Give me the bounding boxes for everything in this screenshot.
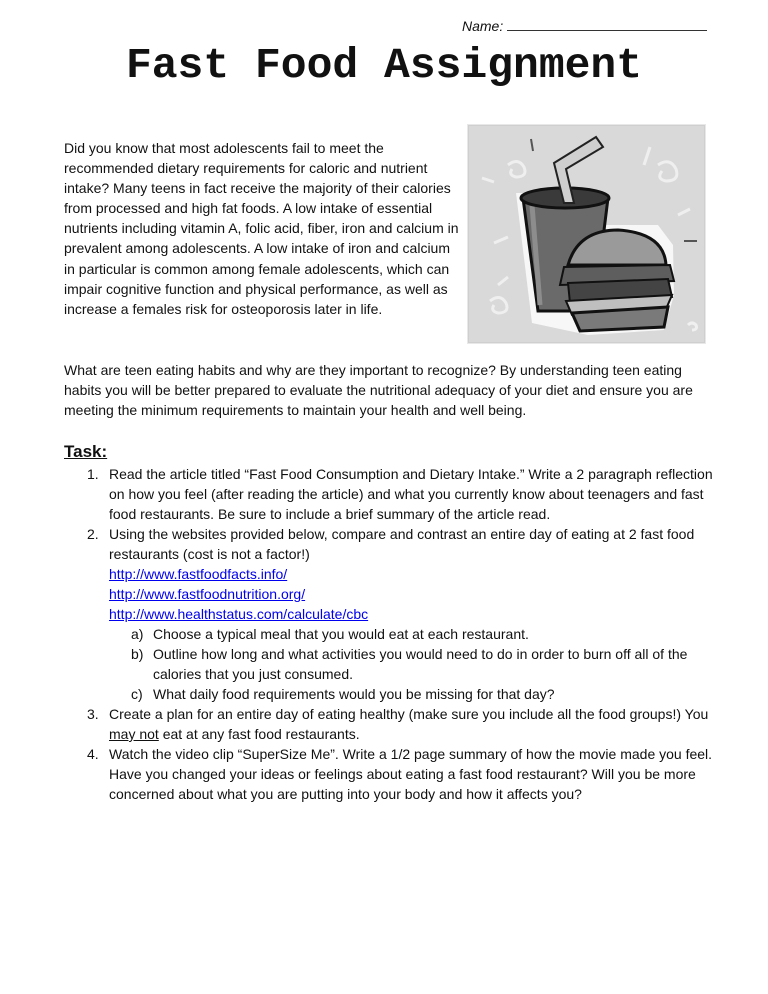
task-item-4 — [64, 744, 724, 804]
task-number: 3. — [87, 706, 99, 722]
sub-task-letter: a) — [131, 626, 144, 642]
link-fastfoodnutrition[interactable]: http://www.fastfoodnutrition.org/ — [109, 586, 306, 602]
task-number: 1. — [87, 466, 99, 482]
sub-task-list — [109, 624, 724, 704]
link-fastfoodfacts[interactable]: http://www.fastfoodfacts.info/ — [109, 566, 288, 582]
task-item-2 — [64, 524, 724, 704]
sub-task-letter: c) — [131, 686, 143, 702]
task-text: Using the websites provided below, compare and contrast an entire day of eating at 2 fast food restaurants (cost is not a factor!) — [109, 526, 695, 562]
task-number: 4. — [87, 746, 99, 762]
page-title: Fast Food Assignment — [125, 41, 643, 90]
sub-task-text: Choose a typical meal that you would eat at each restaurant. — [153, 626, 529, 642]
task-text: Watch the video clip “SuperSize Me”. Write a 1/2 page summary of how the movie made you feel. Have you changed your ideas or feelings about eating a fast food restaurant? Will you be more concerned about what you are putting into your body and how it affects you? — [109, 746, 713, 802]
sub-task-text: Outline how long and what activities you would need to do in order to burn off all of the calories that you just consumed. — [153, 646, 688, 682]
task-text: Read the article titled “Fast Food Consumption and Dietary Intake.” Write a 2 paragraph reflection on how you feel (after reading the article) and what you currently know about teenagers and fast food restaurants. Be sure to include a brief summary of the article read. — [109, 466, 713, 522]
name-field[interactable] — [462, 18, 707, 34]
intro-paragraph: Did you know that most adolescents fail to meet the recommended dietary requirements for caloric and nutrient intake? Many teens in fact receive the majority of their calories from processed and high fat foods. A low intake of essential nutrients including vitamin A, folic acid, fiber, iron and calcium in prevalent among adolescents. A low intake of iron and calcium in particular is common among female adolescents, which can impair cognitive function and physical performance, as well as increase a females risk for osteoporosis later in life. — [64, 140, 459, 317]
link-healthstatus-calculator[interactable]: http://www.healthstatus.com/calculate/cbc — [109, 606, 369, 622]
task-item-3 — [64, 704, 724, 744]
name-blank-line[interactable] — [507, 18, 707, 31]
task-list — [64, 464, 724, 804]
sub-task-letter: b) — [131, 646, 144, 662]
task-text-after: eat at any fast food restaurants. — [158, 726, 360, 742]
sub-task-text: What daily food requirements would you be missing for that day? — [153, 686, 555, 702]
sub-task-b — [109, 644, 724, 684]
website-links — [109, 564, 724, 624]
fast-food-clipart-icon — [467, 124, 706, 344]
task-item-1 — [64, 464, 724, 524]
task-heading: Task: — [64, 442, 108, 461]
task-text-before: Create a plan for an entire day of eating healthy (make sure you include all the food groups!) You — [109, 706, 709, 722]
name-label: Name: — [462, 18, 504, 34]
task-text-emphasis: may not — [109, 726, 159, 742]
sub-task-c — [109, 684, 724, 704]
sub-task-a — [109, 624, 724, 644]
task-number: 2. — [87, 526, 99, 542]
context-paragraph: What are teen eating habits and why are they important to recognize? By understanding teen eating habits you will be better prepared to evaluate the nutritional adequacy of your diet and ensure you are meeting the minimum requirements to maintain your health and well being. — [64, 362, 693, 418]
